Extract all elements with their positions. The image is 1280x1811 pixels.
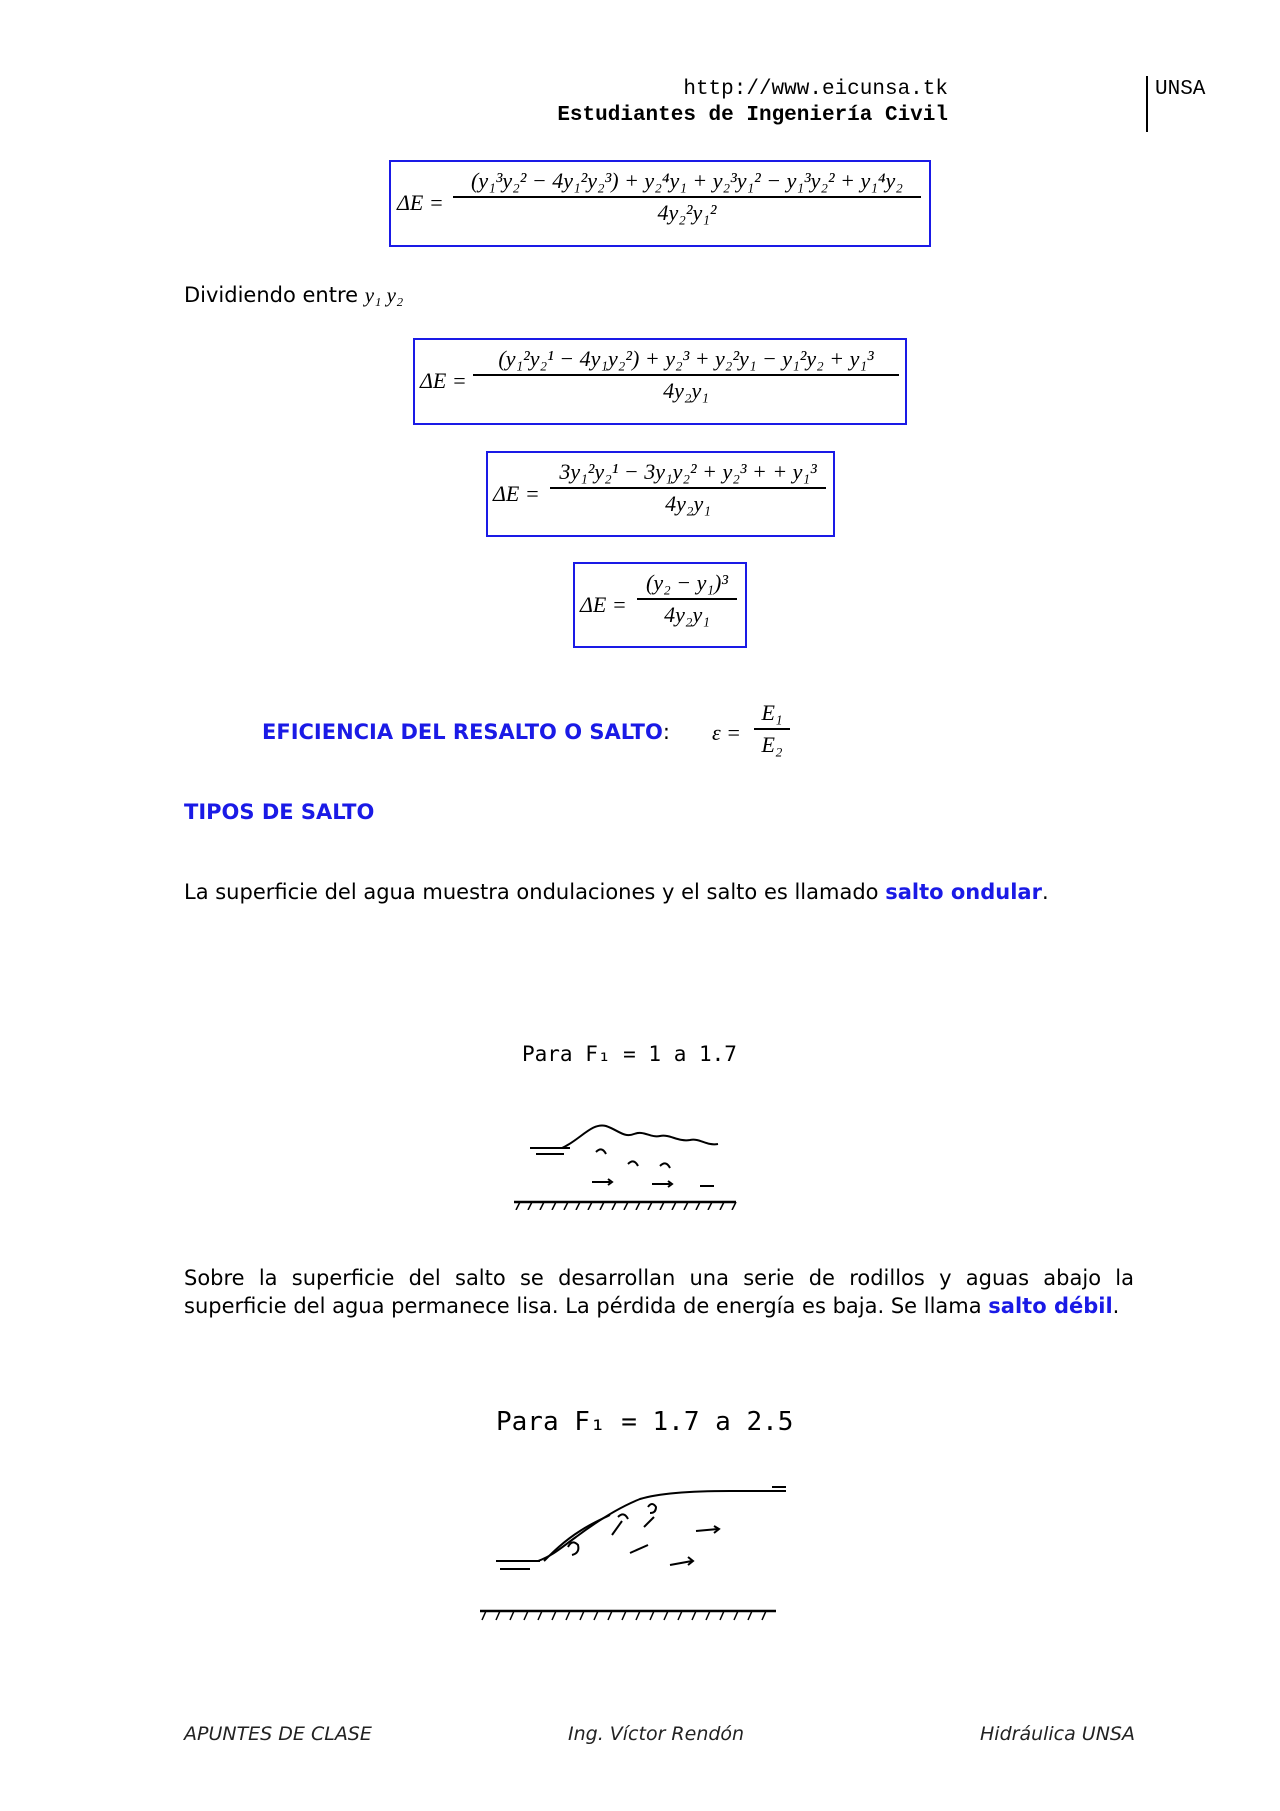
equation-4-numerator: (y₂ − y₁)³ (646, 570, 728, 595)
paragraph-salto-ondular (184, 878, 1134, 906)
header-url: http://www.eicunsa.tk (683, 78, 948, 101)
header-divider (1146, 76, 1148, 132)
figure-2-caption: Para F₁ = 1.7 a 2.5 (496, 1407, 794, 1437)
efficiency-colon: : (662, 720, 670, 744)
footer-right: Hidráulica UNSA (980, 1723, 1135, 1745)
footer-center: Ing. Víctor Rendón (568, 1723, 745, 1745)
equation-1-lhs: ΔE = (397, 190, 444, 215)
equation-3-numerator: 3y₁²y₂¹ − 3y₁y₂² + y₂³ + + y₁³ (559, 459, 817, 484)
equation-1-denominator: 4y₂²y₁² (657, 199, 717, 225)
paragraph-1-highlight: salto ondular (885, 880, 1042, 904)
efficiency-numerator: E₁ (761, 700, 783, 725)
fraction-bar (550, 487, 826, 489)
equation-4-lhs: ΔE = (580, 592, 627, 617)
equation-4-denominator: 4y₂y₁ (664, 601, 710, 627)
figure-salto-debil (470, 1395, 800, 1635)
equation-1-numerator: (y₁³y₂² − 4y₁²y₂³) + y₂⁴y₁ + y₂³y₁² − y₁³y₂² + y₁⁴y₂ (471, 168, 903, 193)
fraction-bar (473, 374, 899, 376)
equation-3-denominator: 4y₂y₁ (665, 490, 711, 516)
equation-2-lhs: ΔE = (420, 368, 467, 393)
equation-3-lhs: ΔE = (493, 481, 540, 506)
equation-box-3 (486, 451, 835, 537)
equation-2-numerator: (y₁²y₂¹ − 4y₁y₂²) + y₂³ + y₂²y₁ − y₁²y₂ + y₁³ (498, 346, 874, 371)
equation-box-4 (573, 562, 747, 648)
paragraph-1-text: La superficie del agua muestra ondulaciones y el salto es llamado (184, 880, 886, 904)
section-title: TIPOS DE SALTO (184, 800, 375, 824)
figure-1-caption: Para F₁ = 1 a 1.7 (522, 1042, 737, 1066)
header-department: Estudiantes de Ingeniería Civil (557, 104, 948, 127)
fraction-bar (637, 598, 737, 600)
efficiency-denominator: E₂ (761, 731, 783, 757)
paragraph-salto-debil (184, 1264, 1134, 1320)
header-institution: UNSA (1155, 78, 1206, 101)
paragraph-2-highlight: salto débil (988, 1294, 1113, 1318)
equation-2-denominator: 4y₂y₁ (663, 377, 709, 403)
paragraph-1-end: . (1041, 880, 1049, 904)
dividing-variables: y₁ y₂ (364, 283, 404, 307)
equation-box-1 (389, 160, 931, 247)
efficiency-formula-lhs: ε = (712, 720, 742, 745)
dividing-text (184, 281, 403, 309)
efficiency-line (262, 718, 670, 746)
equation-box-2 (413, 338, 907, 425)
dividing-label: Dividiendo entre (184, 283, 359, 307)
footer-left: APUNTES DE CLASE (184, 1723, 372, 1745)
efficiency-label: EFICIENCIA DEL RESALTO O SALTO (262, 720, 663, 744)
fraction-bar (453, 196, 921, 198)
fraction-bar (754, 728, 790, 730)
paragraph-2-end: . (1112, 1294, 1120, 1318)
figure-salto-ondular (500, 1030, 760, 1210)
paragraph-2-text: Sobre la superficie del salto se desarrollan una serie de rodillos y aguas abajo la superficie del agua permanece lisa. La pérdida de energía es baja. Se llama (184, 1266, 1134, 1318)
